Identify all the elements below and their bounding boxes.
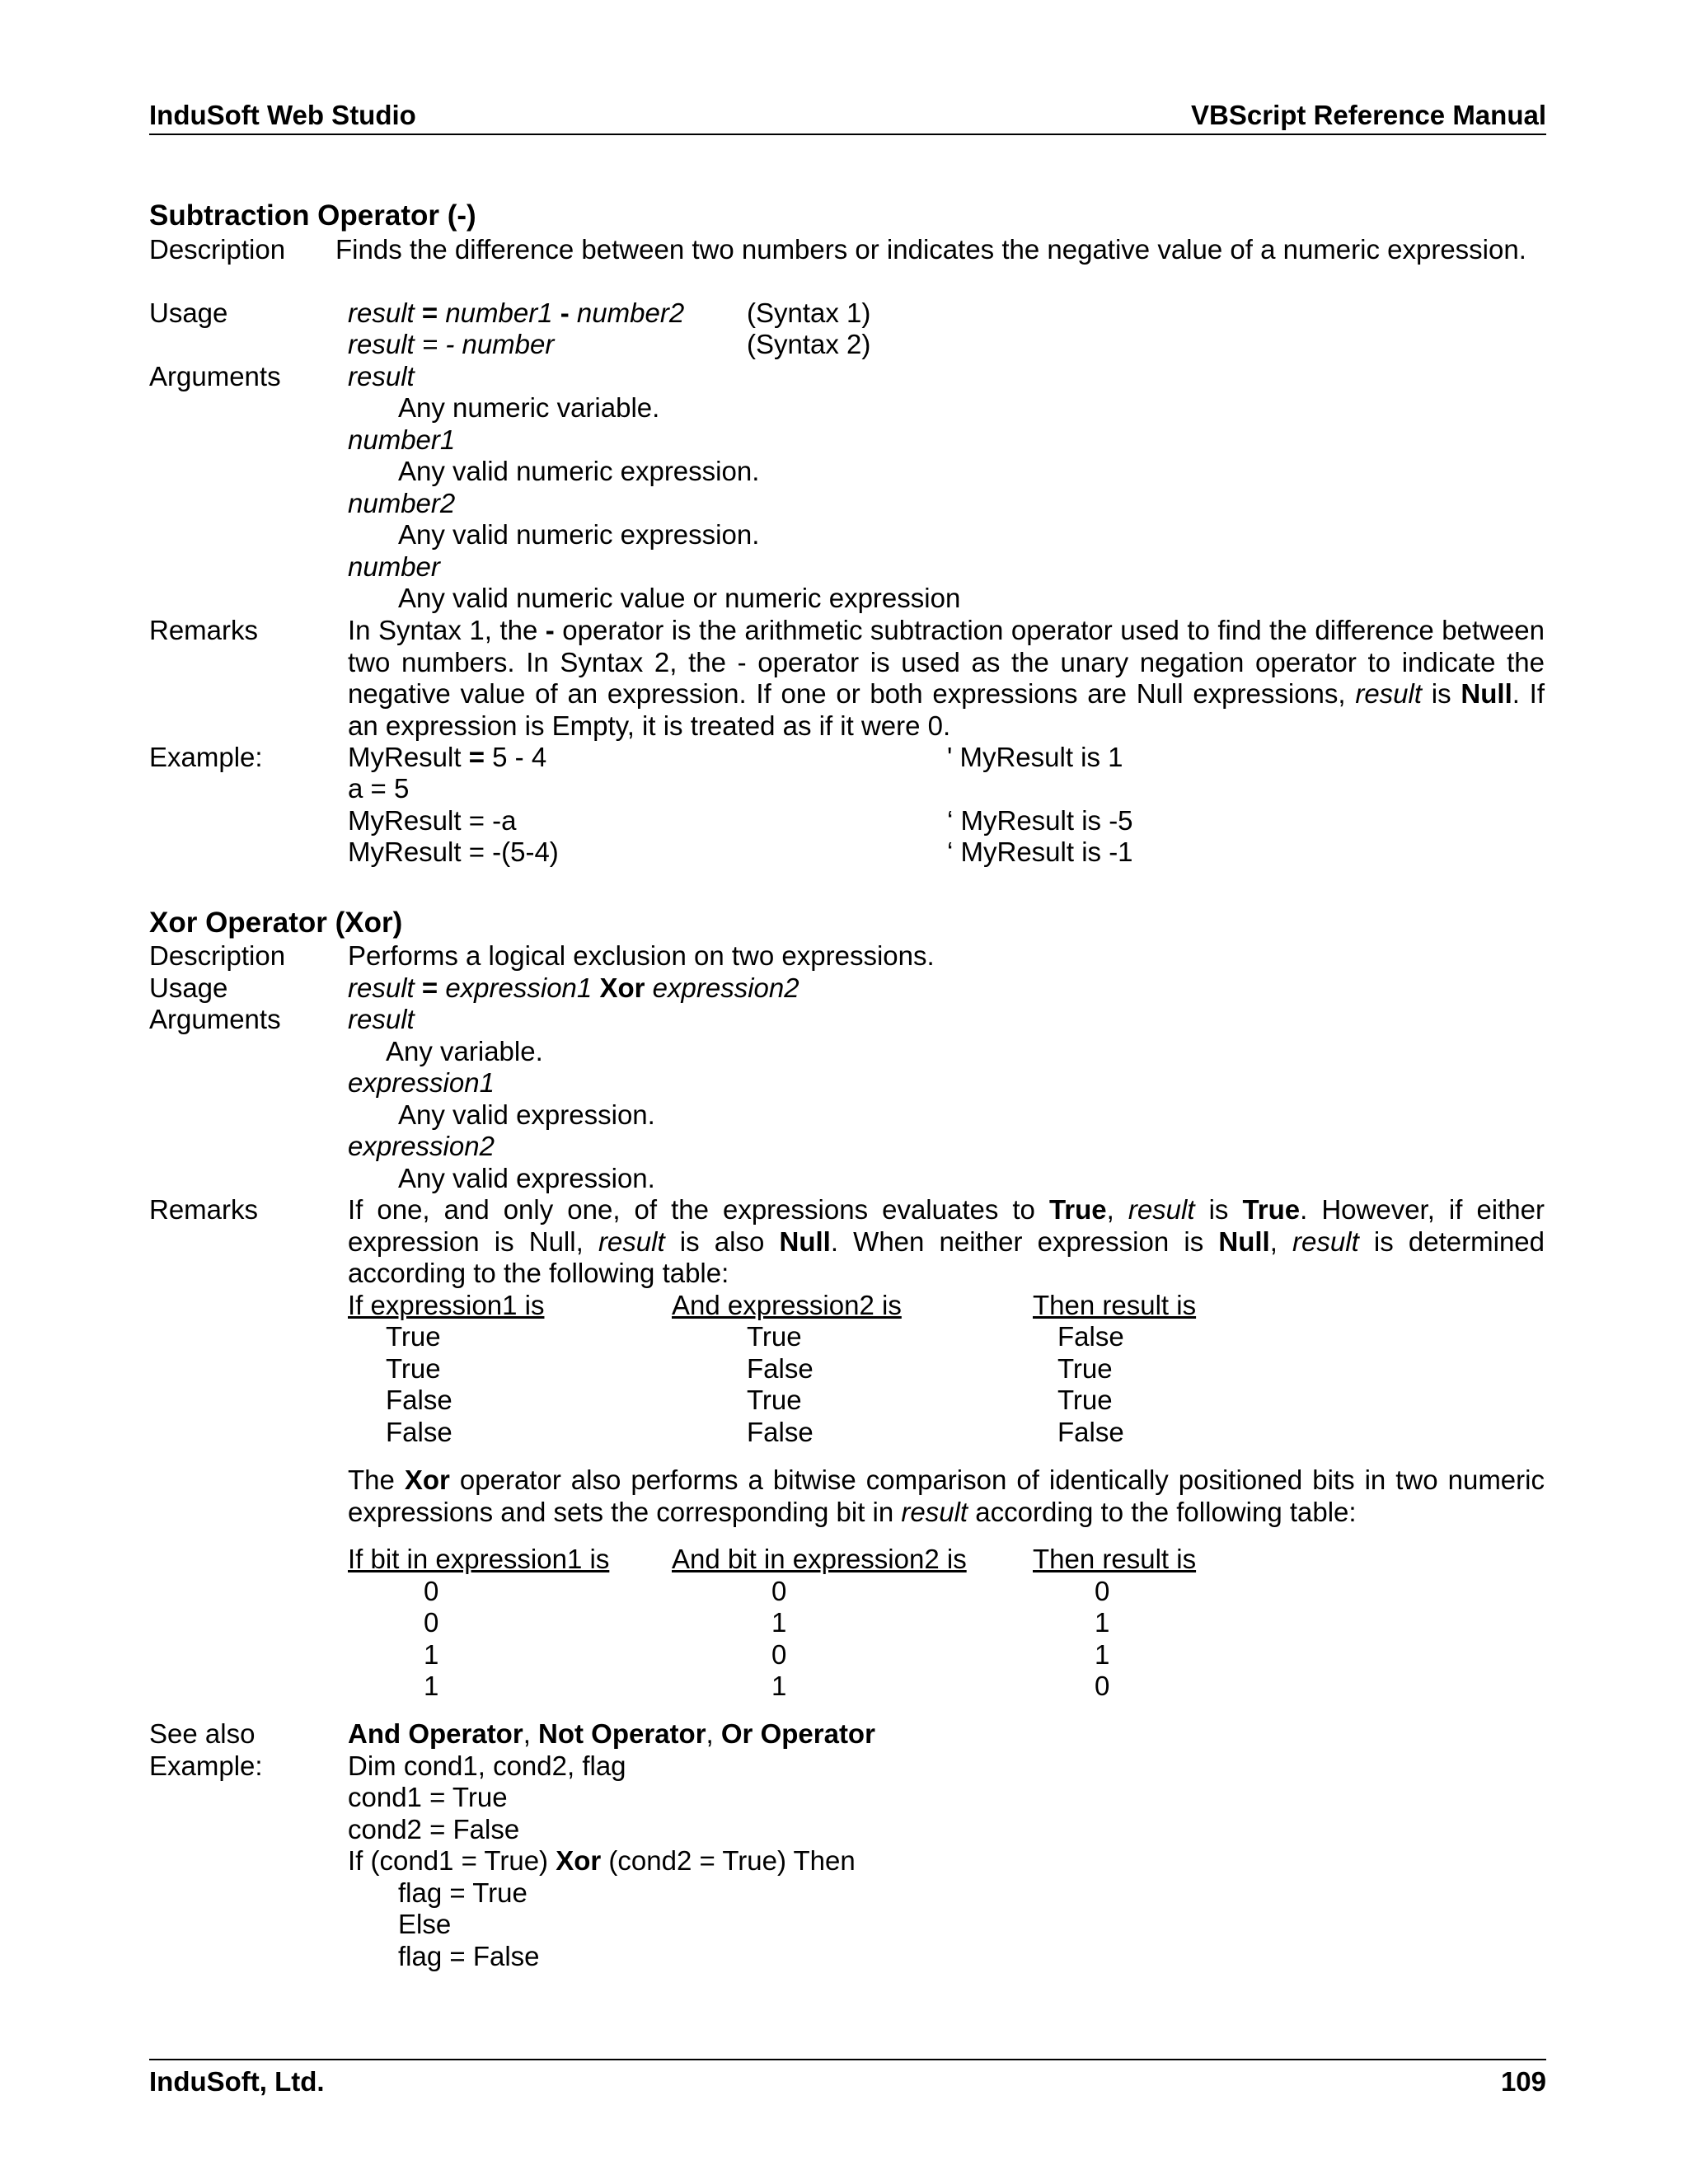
table-cell: 1 [1095, 1607, 1110, 1638]
example-comment: ' MyResult is 1 [947, 742, 1123, 772]
argument-desc: Any valid expression. [398, 1099, 655, 1130]
argument-desc: Any variable. [386, 1036, 543, 1066]
table-header: Then result is [1033, 1544, 1197, 1574]
running-footer-left: InduSoft, Ltd. [149, 2066, 325, 2097]
table-cell: True [1057, 1385, 1113, 1415]
argument-name: expression1 [348, 1067, 495, 1098]
example-code-line: flag = True [398, 1877, 528, 1908]
table-cell: 1 [771, 1671, 787, 1701]
xor-usage: result = expression1 Xor expression2 [348, 972, 799, 1003]
running-header-right: VBScript Reference Manual [1191, 100, 1546, 130]
label-example: Example: [149, 1750, 263, 1781]
table-cell: 1 [424, 1671, 439, 1701]
table-cell: 1 [424, 1639, 439, 1670]
example-code-line: flag = False [398, 1941, 540, 1971]
table-cell: False [386, 1417, 452, 1447]
argument-desc: Any valid numeric value or numeric expression [398, 583, 961, 613]
see-also-links: And Operator, Not Operator, Or Operator [348, 1718, 875, 1749]
example-comment: ‘ MyResult is -5 [947, 805, 1133, 836]
label-description: Description [149, 940, 286, 971]
table-cell: True [386, 1353, 441, 1384]
example-code-line: a = 5 [348, 773, 410, 804]
argument-desc: Any valid numeric expression. [398, 456, 760, 486]
table-header: And bit in expression2 is [672, 1544, 967, 1574]
argument-name: number [348, 551, 440, 582]
section-title-xor: Xor Operator (Xor) [149, 907, 403, 939]
table-cell: False [386, 1385, 452, 1415]
table-cell: True [1057, 1353, 1113, 1384]
table-cell: 0 [1095, 1671, 1110, 1701]
xor-remarks: If one, and only one, of the expressions evaluates to True, result is True. However, if either expression is Null, result is also Null. When neither expression is Null, result is determined according to the following table: [348, 1194, 1545, 1288]
example-comment: ‘ MyResult is -1 [947, 837, 1133, 867]
footer-rule [149, 2059, 1546, 2060]
argument-desc: Any valid expression. [398, 1163, 655, 1193]
example-code-line: cond2 = False [348, 1814, 520, 1844]
argument-name: number1 [348, 424, 456, 455]
example-code-line: Dim cond1, cond2, flag [348, 1750, 626, 1781]
table-cell: 0 [424, 1607, 439, 1638]
table-cell: True [386, 1321, 441, 1352]
argument-desc: Any valid numeric expression. [398, 519, 760, 550]
subtraction-remarks: In Syntax 1, the - operator is the arithmetic subtraction operator used to find the difference between two numbers. In Syntax 2, the - operator is used as the unary negation operator to indicate the negative value of an expression. If one or both expressions are Null expressions, result is Null. If an expression is Empty, it is treated as if it were 0. [348, 615, 1545, 741]
label-arguments: Arguments [149, 361, 281, 391]
argument-name: result [348, 1004, 415, 1034]
link-not-operator[interactable]: Not Operator [538, 1718, 706, 1749]
table-header: If bit in expression1 is [348, 1544, 610, 1574]
argument-name: number2 [348, 488, 456, 518]
argument-name: result [348, 361, 415, 391]
xor-description: Performs a logical exclusion on two expressions. [348, 940, 935, 971]
example-code-line: Else [398, 1909, 452, 1939]
table-header: If expression1 is [348, 1290, 545, 1320]
label-see-also: See also [149, 1718, 256, 1749]
label-example: Example: [149, 742, 263, 772]
argument-name: expression2 [348, 1131, 495, 1161]
header-rule [149, 134, 1546, 135]
usage-syntax-1: result = number1 - number2 [348, 298, 685, 328]
usage-syntax-1-note: (Syntax 1) [747, 298, 871, 328]
table-cell: False [1057, 1417, 1124, 1447]
usage-syntax-2-note: (Syntax 2) [747, 329, 871, 359]
table-cell: True [747, 1385, 802, 1415]
table-cell: 1 [1095, 1639, 1110, 1670]
table-cell: 0 [771, 1639, 787, 1670]
table-cell: 0 [1095, 1576, 1110, 1606]
example-code-line: cond1 = True [348, 1782, 508, 1812]
link-and-operator[interactable]: And Operator [348, 1718, 523, 1749]
label-remarks: Remarks [149, 615, 259, 645]
table-cell: True [747, 1321, 802, 1352]
example-code-line: If (cond1 = True) Xor (cond2 = True) Then [348, 1845, 856, 1876]
table-header: Then result is [1033, 1290, 1197, 1320]
table-cell: False [747, 1417, 814, 1447]
label-description: Description [149, 234, 286, 265]
xor-bitwise-paragraph: The Xor operator also performs a bitwise comparison of identically positioned bits in two numeric expressions and sets the corresponding bit in result according to the following table: [348, 1465, 1545, 1527]
label-usage: Usage [149, 972, 228, 1003]
label-arguments: Arguments [149, 1004, 281, 1034]
table-cell: 0 [424, 1576, 439, 1606]
section-title-subtraction: Subtraction Operator (-) [149, 199, 476, 232]
label-remarks: Remarks [149, 1194, 259, 1225]
table-cell: False [1057, 1321, 1124, 1352]
argument-desc: Any numeric variable. [398, 392, 660, 423]
table-cell: 0 [771, 1576, 787, 1606]
table-cell: 1 [771, 1607, 787, 1638]
table-cell: False [747, 1353, 814, 1384]
example-code-line: MyResult = -a [348, 805, 517, 836]
label-usage: Usage [149, 298, 228, 328]
example-code-line: MyResult = 5 - 4 [348, 742, 547, 772]
page-number: 109 [1500, 2066, 1546, 2097]
running-header-left: InduSoft Web Studio [149, 100, 416, 130]
usage-syntax-2: result = - number [348, 329, 555, 359]
example-code-line: MyResult = -(5-4) [348, 837, 559, 867]
table-header: And expression2 is [672, 1290, 902, 1320]
link-or-operator[interactable]: Or Operator [720, 1718, 875, 1749]
subtraction-description: Finds the difference between two numbers or indicates the negative value of a numeric expression. [335, 234, 1526, 265]
